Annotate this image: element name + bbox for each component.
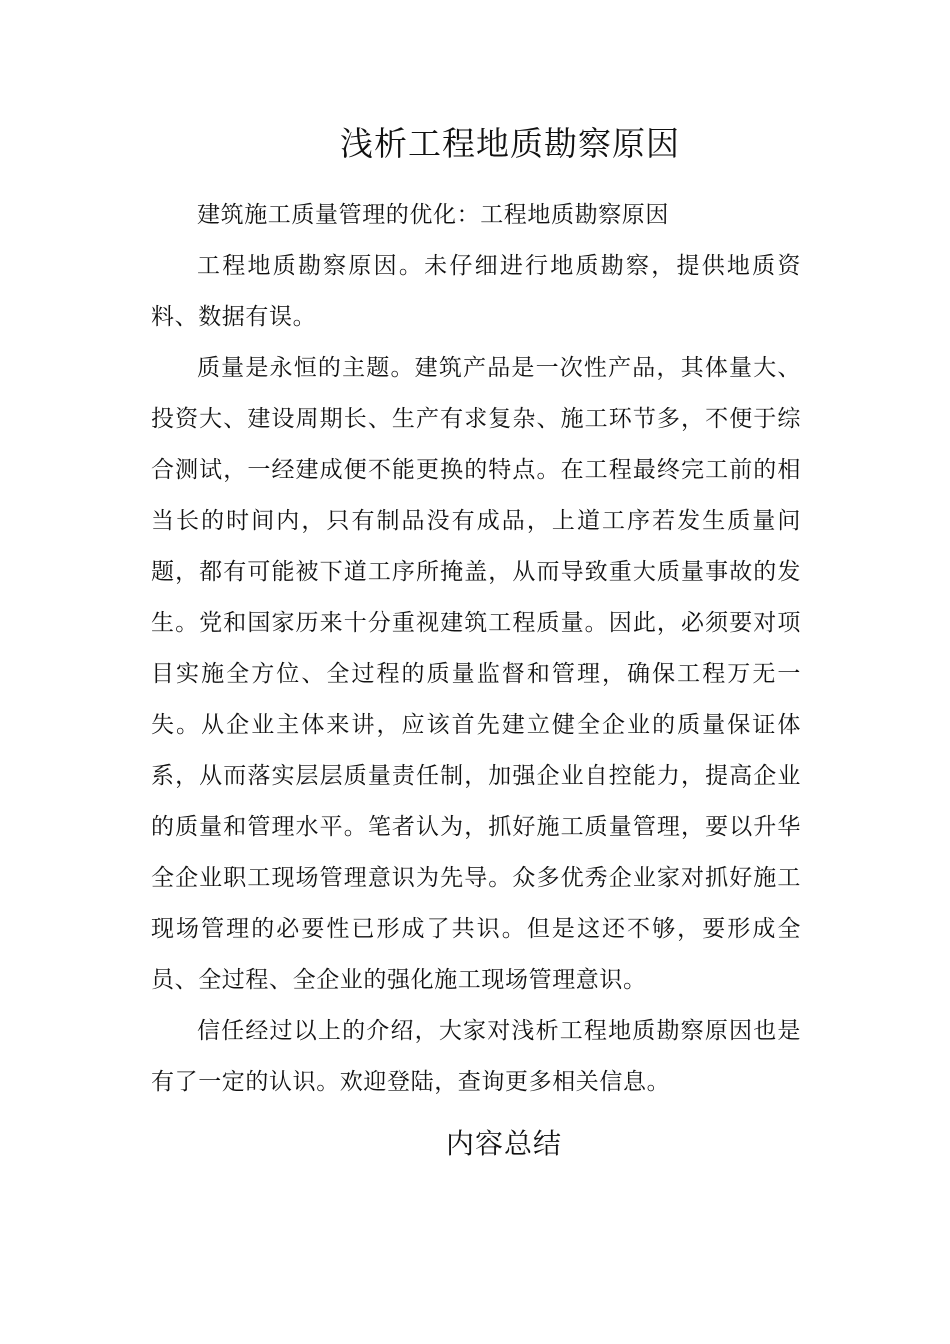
- paragraph-subtitle: 建筑施工质量管理的优化：工程地质勘察原因: [197, 202, 669, 228]
- paragraph-closing: 信任经过以上的介绍，大家对浅析工程地质勘察原因也是有了一定的认识。欢迎登陆，查询更多相关信息。: [151, 1018, 801, 1095]
- summary-heading: 内容总结: [445, 1127, 562, 1160]
- document-title: 浅析工程地质勘察原因: [340, 124, 680, 163]
- paragraph-quality: 质量是永恒的主题。建筑产品是一次性产品，其体量大、投资大、建设周期长、生产有求复杂、施工环节多，不便于综合测试，一经建成便不能更换的特点。在工程最终完工前的相当长的时间内，只有制品没有成品，上道工序若发生质量问题，都有可能被下道工序所掩盖，从而导致重大质量事故的发生。党和国家历来十分重视建筑工程质量。因此，必须要对项目实施全方位、全过程的质量监督和管理，确保工程万无一失。从企业主体来讲，应该首先建立健全企业的质量保证体系，从而落实层层质量责任制，加强企业自控能力，提高企业的质量和管理水平。笔者认为，抓好施工质量管理，要以升华全企业职工现场管理意识为先导。众多优秀企业家对抓好施工现场管理的必要性已形成了共识。但是这还不够，要形成全员、全过程、全企业的强化施工现场管理意识。: [151, 355, 801, 993]
- document-body: [151, 190, 801, 1108]
- paragraph-cause: 工程地质勘察原因。未仔细进行地质勘察，提供地质资料、数据有误。: [151, 253, 801, 330]
